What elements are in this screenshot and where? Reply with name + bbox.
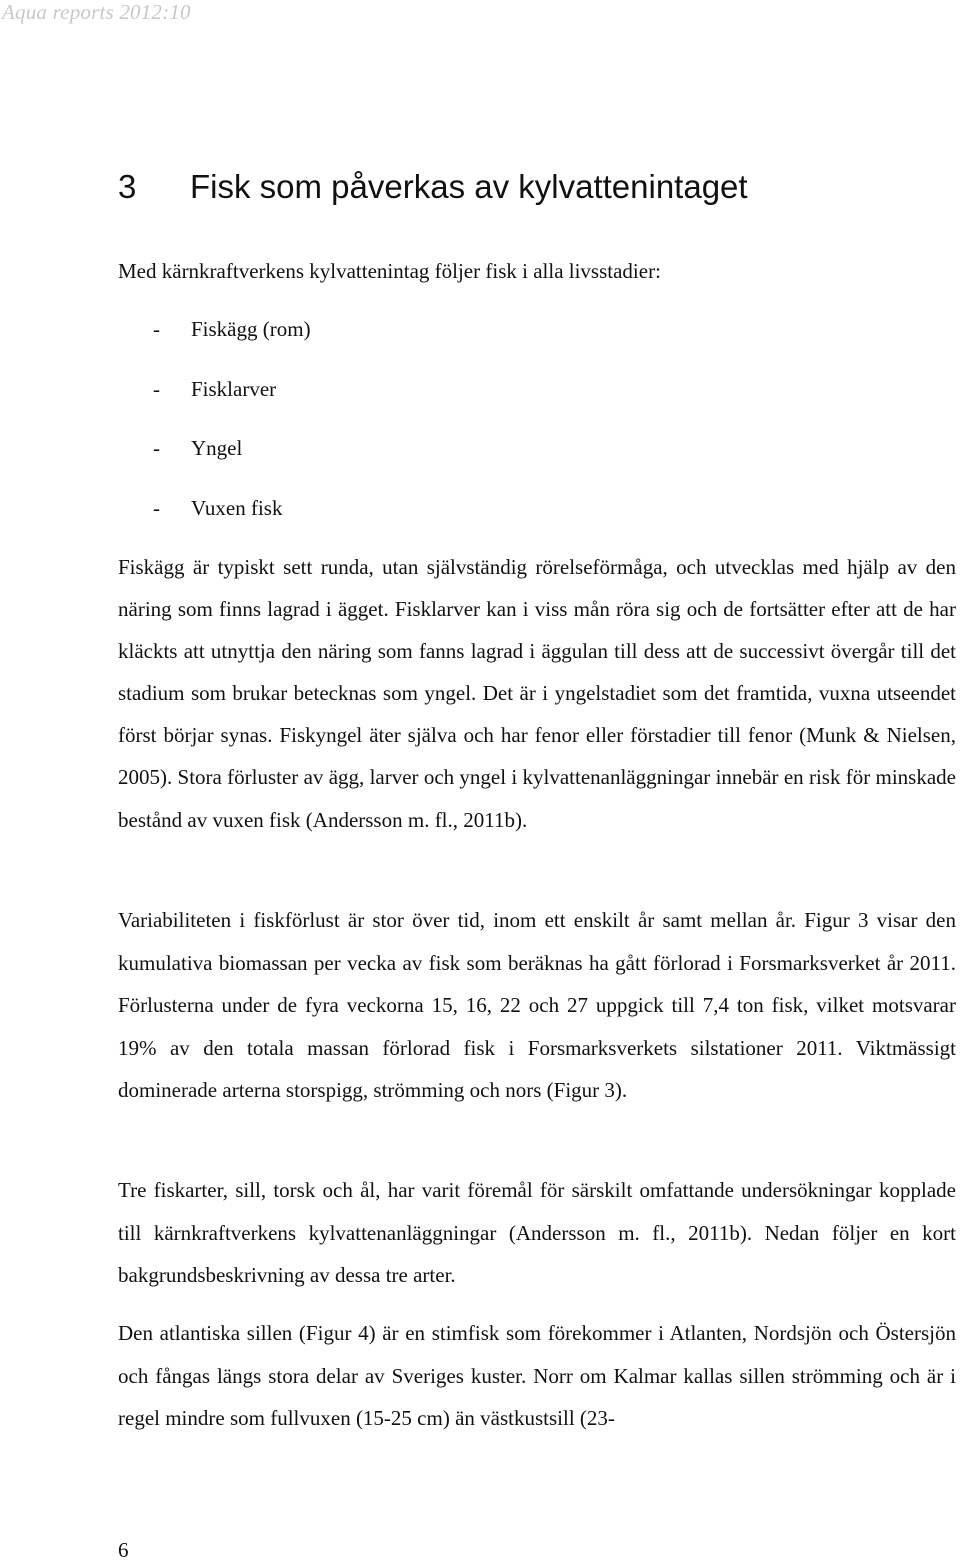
bullet-dash: - [153,495,160,520]
paragraph-three-species: Tre fiskarter, sill, torsk och ål, har varit föremål för särskilt omfattande undersökningar kopplade till kärnkraftverkens kylvattenanläggningar (Andersson m. fl., 2011b). Nedan följer en kort bakgrundsbeskrivning av dessa tre arter. [118,1178,956,1287]
page-number: 6 [118,1538,129,1562]
intro-text: Med kärnkraftverkens kylvattenintag följer fisk i alla livsstadier: [118,259,661,283]
list-item-text: Yngel [191,436,243,460]
section-number: 3 [118,168,137,205]
running-header: Aqua reports 2012:10 [2,0,191,24]
list-item-text: Fiskägg (rom) [191,317,311,341]
list-item [153,433,311,493]
life-stage-list [153,314,311,552]
paragraph-life-stages: Fiskägg är typiskt sett runda, utan självständig rörelseförmåga, och utvecklas med hjälp av den näring som finns lagrad i ägget. Fisklarver kan i viss mån röra sig och de fortsätter efter att de har kläckts att utnyttja den näring som fanns lagrad i äggulan till dess att de successivt övergår till det stadium som brukar betecknas som yngel. Det är i yngelstadiet som det framtida, vuxna utseendet först börjar synas. Fiskyngel äter själva och har fenor eller förstadier till fenor (Munk & Nielsen, 2005). Stora förluster av ägg, larver och yngel i kylvattenanläggningar innebär en risk för minskade bestånd av vuxen fisk (Andersson m. fl., 2011b). [118,555,956,832]
section-title: Fisk som påverkas av kylvattenintaget [190,168,748,205]
section-heading [118,168,748,206]
bullet-dash: - [153,436,160,460]
list-item [153,314,311,374]
list-item [153,493,311,553]
list-item-text: Fisklarver [191,376,277,401]
bullet-dash: - [153,317,160,341]
paragraph-herring: Den atlantiska sillen (Figur 4) är en stimfisk som förekommer i Atlanten, Nordsjön och Östersjön och fångas längs stora delar av Sveriges kuster. Norr om Kalmar kallas sillen strömming och är i regel mindre som fullvuxen (15-25 cm) än västkustsill (23- [118,1321,956,1430]
paragraph-variability: Variabiliteten i fiskförlust är stor över tid, inom ett enskilt år samt mellan år. Figur 3 visar den kumulativa biomassan per vecka av fisk som beräknas ha gått förlorad i Forsmarksverket år 2011. Förlusterna under de fyra veckorna 15, 16, 22 och 27 uppgick till 7,4 ton fisk, vilket motsvarar 19% av den totala massan förlorad fisk i Forsmarksverkets silstationer 2011. Viktmässigt dominerade arterna storspigg, strömming och nors (Figur 3). [118,908,956,1102]
list-item-text: Vuxen fisk [191,495,283,520]
list-item [153,374,311,434]
bullet-dash: - [153,376,160,401]
